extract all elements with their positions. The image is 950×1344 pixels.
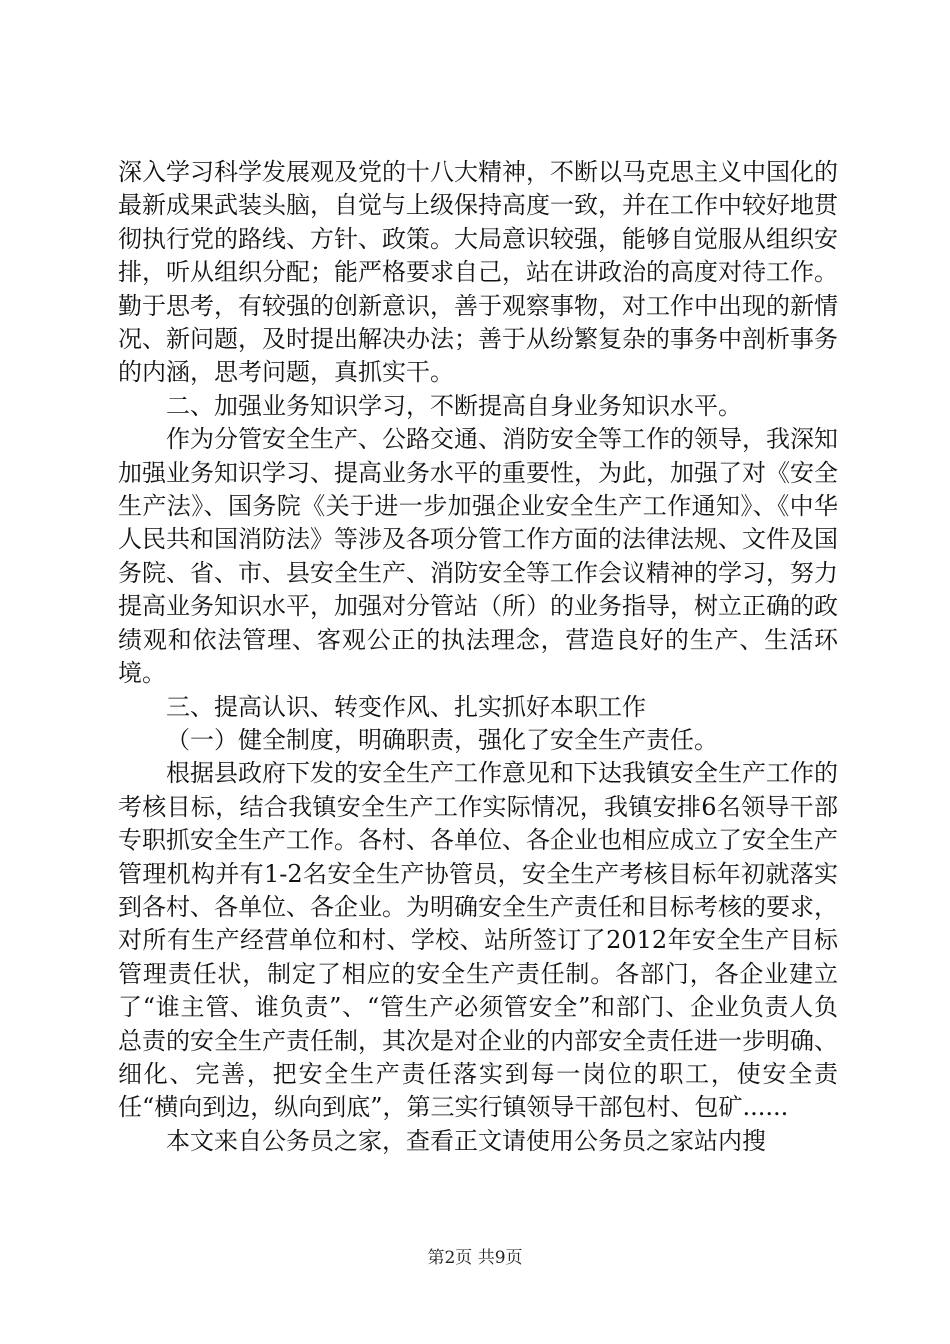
paragraph-6: 根据县政府下发的安全生产工作意见和下达我镇安全生产工作的考核目标，结合我镇安全生产工作实际情况，我镇安排6名领导干部专职抓安全生产工作。各村、各单位、各企业也相应成立了安全生产管理机构并有1-2名安全生产协管员，安全生产考核目标年初就落实到各村、各单位、各企业。为明确安全生产责任和目标考核的要求，对所有生产经营单位和村、学校、站所签订了2012年安全生产目标管理责任状，制定了相应的安全生产责任制。各部门，各企业建立了“谁主管、谁负责”、“管生产必须管安全”和部门、企业负责人负总责的安全生产责任制，其次是对企业的内部安全责任进一步明确、细化、完善，把安全生产责任落实到每一岗位的职工，使安全责任“横向到边，纵向到底”，第三实行镇领导干部包村、包矿......	[118, 759, 838, 1122]
heading-section-3: 三、提高认识、转变作风、扎实抓好本职工作	[166, 692, 646, 721]
paragraph-3: 作为分管安全生产、公路交通、消防安全等工作的领导，我深知加强业务知识学习、提高业务水平的重要性，为此，加强了对《安全生产法》、国务院《关于进一步加强企业安全生产工作通知》、《中华人民共和国消防法》等涉及各项分管工作方面的法律法规、文件及国务院、省、市、县安全生产、消防安全等工作会议精神的学习，努力提高业务知识水平，加强对分管站（所）的业务指导，树立正确的政绩观和依法管理、客观公正的执法理念，营造良好的生产、生活环境。	[118, 425, 838, 688]
subheading-1: （一）健全制度，明确职责，强化了安全生产责任。	[166, 725, 718, 754]
heading-section-2: 二、加强业务知识学习，不断提高自身业务知识水平。	[166, 391, 742, 420]
page-number-footer: 第2页 共9页	[427, 1248, 523, 1268]
document-body	[118, 156, 838, 1158]
source-notice: 本文来自公务员之家，查看正文请使用公务员之家站内搜	[166, 1126, 766, 1155]
paragraph-1: 深入学习科学发展观及党的十八大精神，不断以马克思主义中国化的最新成果武装头脑，自觉与上级保持高度一致，并在工作中较好地贯彻执行党的路线、方针、政策。大局意识较强，能够自觉服从组织安排，听从组织分配；能严格要求自己，站在讲政治的高度对待工作。勤于思考，有较强的创新意识，善于观察事物，对工作中出现的新情况、新问题，及时提出解决办法；善于从纷繁复杂的事务中剖析事务的内涵，思考问题，真抓实干。	[118, 158, 838, 387]
